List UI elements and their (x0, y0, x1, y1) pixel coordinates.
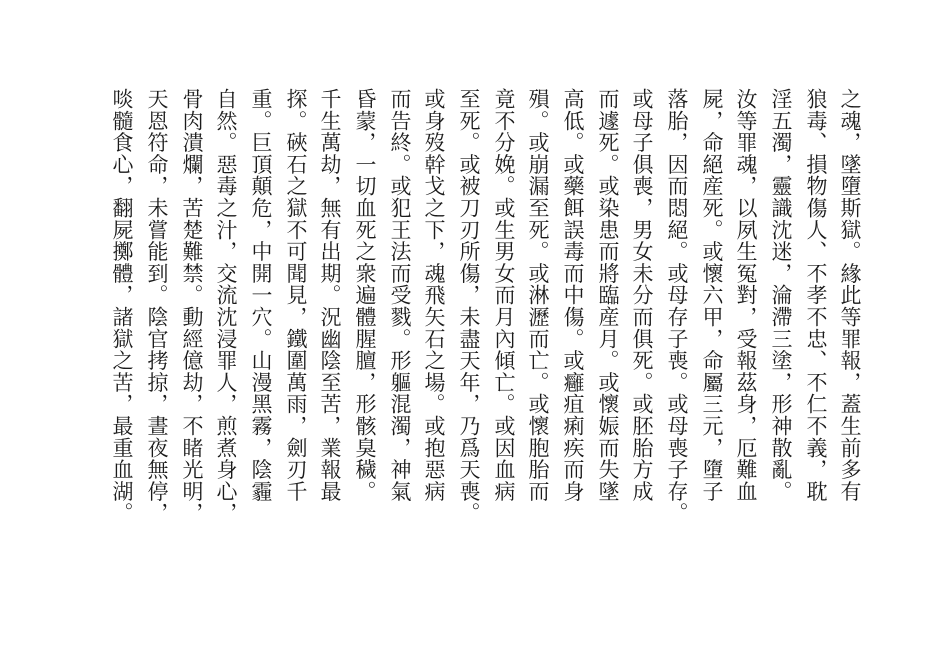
text-column-18: 重。巨頂顛危，中開一穴。山漫黑霧，陰霾 (249, 88, 273, 503)
text-column-7: 或母子俱喪，男女未分而俱死。或胚胎方成 (630, 88, 654, 503)
text-column-6: 落胎，因而悶絕。或母存子喪。或母喪子存。 (665, 88, 689, 524)
text-column-16: 千生萬劫，無有出期。況幽陰至苦，業報最 (318, 88, 342, 503)
text-column-4: 汝等罪魂，以夙生冤對，受報茲身，厄難血 (734, 88, 758, 503)
text-column-3: 淫五濁，靈識沈迷，淪滯三塗，形神散亂。 (769, 88, 793, 503)
text-column-21: 天恩符命，未嘗能到。陰官拷掠，晝夜無停， (145, 88, 169, 524)
text-column-9: 高低。或藥餌誤毒而中傷。或癰疽痢疾而身 (561, 88, 585, 503)
text-column-14: 而告終。或犯王法而受戮。形軀混濁，神氣 (388, 88, 412, 503)
text-column-1: 之魂，墜墮斯獄。緣此等罪報，蓋生前多有 (838, 88, 862, 503)
text-column-11: 竟不分娩。或生男女而月內傾亡。或因血病 (492, 88, 516, 503)
text-column-17: 探。硤石之獄不可聞見，鐵圍萬雨，劍刃千 (284, 88, 308, 503)
text-column-2: 狼毒、損物傷人、不孝不忠、不仁不義，耽 (804, 88, 828, 503)
text-column-15: 昏蒙，一切血死之衆遍體腥膻，形骸臭穢。 (353, 88, 377, 503)
text-column-20: 骨肉潰爛，苦楚難禁。動經億劫，不睹光明， (180, 88, 204, 524)
text-column-5: 屍，命絕産死。或懷六甲，命屬三元，墮子 (700, 88, 724, 503)
text-column-22: 啖髓食心，翻屍擲體，諸獄之苦，最重血湖。 (110, 88, 134, 524)
text-column-10: 殞。或崩漏至死。或淋瀝而亡。或懷胞胎而 (526, 88, 550, 503)
text-column-8: 而遽死。或染患而將臨産月。或懷娠而失墜 (596, 88, 620, 503)
text-column-13: 或身歿幹戈之下，魂飛矢石之場。或抱惡病 (422, 88, 446, 503)
text-column-19: 自然。惡毒之汁，交流沈浸罪人，煎煮身心， (214, 88, 238, 524)
text-column-12: 至死。或被刀刃所傷，未盡天年，乃爲天喪。 (457, 88, 481, 524)
